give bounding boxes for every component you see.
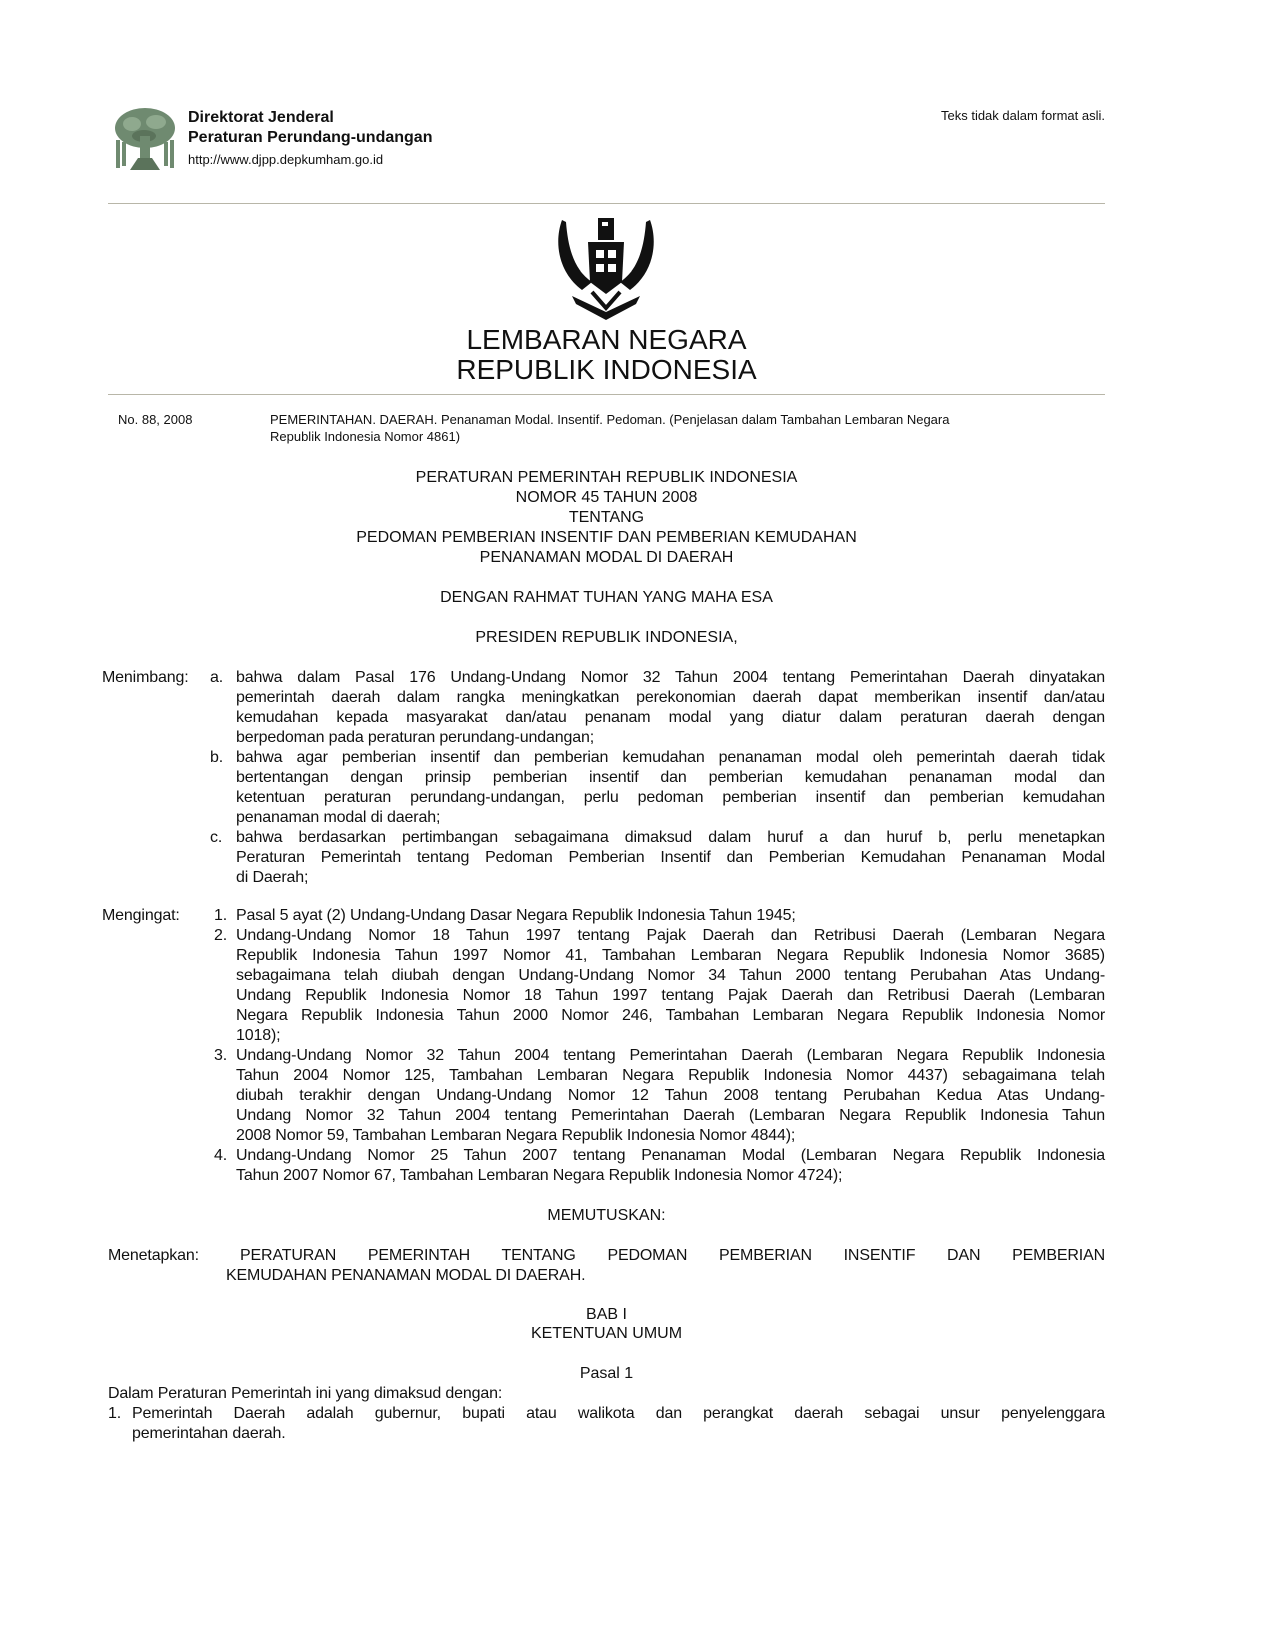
regulation-heading	[108, 468, 1105, 568]
menimbang-label: Menimbang:	[102, 669, 189, 686]
item-text-line: Pemerintah Daerah adalah gubernur, bupati atau walikota dan perangkat daerah sebagai unsur penyelenggara	[132, 1405, 1105, 1422]
item-marker: b.	[210, 749, 224, 766]
chapter-title: KETENTUAN UMUM	[530, 1325, 683, 1342]
item-text-line: bertentangan dengan prinsip pemberian insentif dan pemberian kemudahan penanaman modal dan	[236, 769, 1105, 786]
item-text-line: pemerintah daerah dalam rangka meningkatkan perekonomian daerah dapat memberikan insentif dan/atau	[236, 689, 1105, 706]
menimbang-item	[210, 748, 1105, 828]
item-text-line: 2008 Nomor 59, Tambahan Lembaran Negara Republik Indonesia Nomor 4844);	[236, 1127, 796, 1144]
item-text-line: ketentuan peraturan perundang-undangan, perlu pedoman pemberian insentif dan pemberian kemudahan	[236, 789, 1105, 806]
menimbang-item	[210, 668, 1105, 748]
gazette-subject	[270, 411, 949, 445]
heading-line: PERATURAN PEMERINTAH REPUBLIK INDONESIA	[415, 469, 798, 486]
item-text-line: Undang Nomor 32 Tahun 2004 tentang Pemerintahan Daerah (Lembaran Negara Republik Indonesia Tahun	[236, 1107, 1105, 1124]
menimbang-item	[210, 828, 1105, 888]
djpp-tree-logo	[112, 106, 178, 172]
item-marker: a.	[210, 669, 224, 686]
gazette-number: No. 88, 2008	[118, 412, 193, 427]
item-text-line: Undang-Undang Nomor 18 Tahun 1997 tentang Pajak Daerah dan Retribusi Daerah (Lembaran Negara	[236, 927, 1105, 944]
item-text-line: bahwa berdasarkan pertimbangan sebagaimana dimaksud dalam huruf a dan huruf b, perlu menetapkan	[236, 829, 1105, 846]
item-text-line: bahwa dalam Pasal 176 Undang-Undang Nomor 32 Tahun 2004 tentang Pemerintahan Daerah dinyatakan	[236, 669, 1105, 686]
format-note: Teks tidak dalam format asli.	[940, 108, 1105, 123]
gazette-subject-line: Republik Indonesia Nomor 4861)	[270, 429, 461, 444]
mengingat-label: Mengingat:	[102, 907, 180, 924]
item-text-line: di Daerah;	[236, 869, 309, 886]
gazette-subject-line: PEMERINTAHAN. DAERAH. Penanaman Modal. Insentif. Pedoman. (Penjelasan dalam Tambahan Lembaran Negara	[270, 412, 950, 427]
item-text-line: Tahun 2004 Nomor 125, Tambahan Lembaran Negara Republik Indonesia Nomor 4437) sebagaimana telah	[236, 1067, 1105, 1084]
menetapkan-line: PERATURAN PEMERINTAH TENTANG PEDOMAN PEMBERIAN INSENTIF DAN PEMBERIAN	[240, 1247, 1105, 1264]
menetapkan-line: KEMUDAHAN PENANAMAN MODAL DI DAERAH.	[226, 1267, 586, 1284]
item-text-line: Pasal 5 ayat (2) Undang-Undang Dasar Negara Republik Indonesia Tahun 1945;	[236, 907, 796, 924]
item-marker: 1.	[214, 907, 228, 924]
mengingat-item	[214, 906, 1105, 926]
menetapkan-section	[108, 1246, 1105, 1286]
president-line: PRESIDEN REPUBLIK INDONESIA,	[475, 629, 738, 646]
blessing-line: DENGAN RAHMAT TUHAN YANG MAHA ESA	[440, 589, 773, 606]
item-text-line: kemudahan kepada masyarakat dan/atau penanam modal yang diatur dalam peraturan daerah dengan	[236, 709, 1105, 726]
article-title: Pasal 1	[579, 1365, 634, 1382]
mengingat-item	[214, 1146, 1105, 1186]
heading-line: TENTANG	[568, 509, 645, 526]
item-marker: 4.	[214, 1147, 228, 1164]
article-intro: Dalam Peraturan Pemerintah ini yang dimaksud dengan:	[108, 1385, 503, 1402]
item-text-line: pemerintahan daerah.	[132, 1425, 286, 1442]
item-text-line: penanaman modal di daerah;	[236, 809, 441, 826]
mengingat-item	[214, 926, 1105, 1046]
item-text-line: diubah terakhir dengan Undang-Undang Nomor 12 Tahun 2008 tentang Perubahan Kedua Atas Undang-	[236, 1087, 1105, 1104]
item-text-line: 1018);	[236, 1027, 281, 1044]
org-url[interactable]: http://www.djpp.depkumham.go.id	[188, 152, 384, 167]
heading-line: NOMOR 45 TAHUN 2008	[515, 489, 698, 506]
item-text-line: Undang Republik Indonesia Nomor 18 Tahun 1997 tentang Pajak Daerah dan Retribusi Daerah (Lembaran	[236, 987, 1105, 1004]
item-text-line: Tahun 2007 Nomor 67, Tambahan Lembaran Negara Republik Indonesia Nomor 4724);	[236, 1167, 843, 1184]
item-text-line: berpedoman pada peraturan perundang-undangan;	[236, 729, 594, 746]
org-name-line2: Peraturan Perundang-undangan	[188, 129, 433, 146]
org-name-line1: Direktorat Jenderal	[188, 109, 334, 126]
mengingat-section	[102, 906, 1105, 1186]
memutuskan-heading: MEMUTUSKAN:	[547, 1207, 666, 1224]
heading-line: PENANAMAN MODAL DI DAERAH	[479, 549, 734, 566]
item-text-line: sebagaimana telah diubah dengan Undang-Undang Nomor 34 Tahun 2000 tentang Perubahan Atas Undang-	[236, 967, 1105, 984]
item-text-line: Undang-Undang Nomor 32 Tahun 2004 tentang Pemerintahan Daerah (Lembaran Negara Republik Indonesia	[236, 1047, 1105, 1064]
item-text-line: Negara Republik Indonesia Tahun 2000 Nomor 246, Tambahan Lembaran Negara Republik Indonesia Nomor	[236, 1007, 1105, 1024]
article-items	[108, 1404, 1105, 1444]
item-text-line: Peraturan Pemerintah tentang Pedoman Pemberian Insentif dan Pemberian Kemudahan Penanaman Modal	[236, 849, 1105, 866]
garuda-emblem	[552, 212, 660, 324]
item-marker: 2.	[214, 927, 228, 944]
item-marker: 1.	[108, 1405, 122, 1422]
item-marker: c.	[210, 829, 223, 846]
item-text-line: Undang-Undang Nomor 25 Tahun 2007 tentang Penanaman Modal (Lembaran Negara Republik Indonesia	[236, 1147, 1105, 1164]
chapter-number: BAB I	[586, 1306, 627, 1323]
item-text-line: Republik Indonesia Tahun 1997 Nomor 41, Tambahan Lembaran Negara Republik Indonesia Nomor 3685)	[236, 947, 1105, 964]
mengingat-item	[214, 1046, 1105, 1146]
gazette-title-line1: LEMBARAN NEGARA	[466, 324, 747, 355]
heading-line: PEDOMAN PEMBERIAN INSENTIF DAN PEMBERIAN KEMUDAHAN	[356, 529, 857, 546]
gazette-title-line2: REPUBLIK INDONESIA	[456, 354, 757, 385]
item-text-line: bahwa agar pemberian insentif dan pemberian kemudahan penanaman modal oleh pemerintah daerah tidak	[236, 749, 1105, 766]
item-marker: 3.	[214, 1047, 228, 1064]
article-item	[108, 1404, 1105, 1444]
title-divider	[108, 394, 1105, 395]
header-divider	[108, 203, 1105, 204]
menimbang-section	[102, 668, 1105, 888]
menetapkan-label: Menetapkan:	[108, 1247, 199, 1264]
